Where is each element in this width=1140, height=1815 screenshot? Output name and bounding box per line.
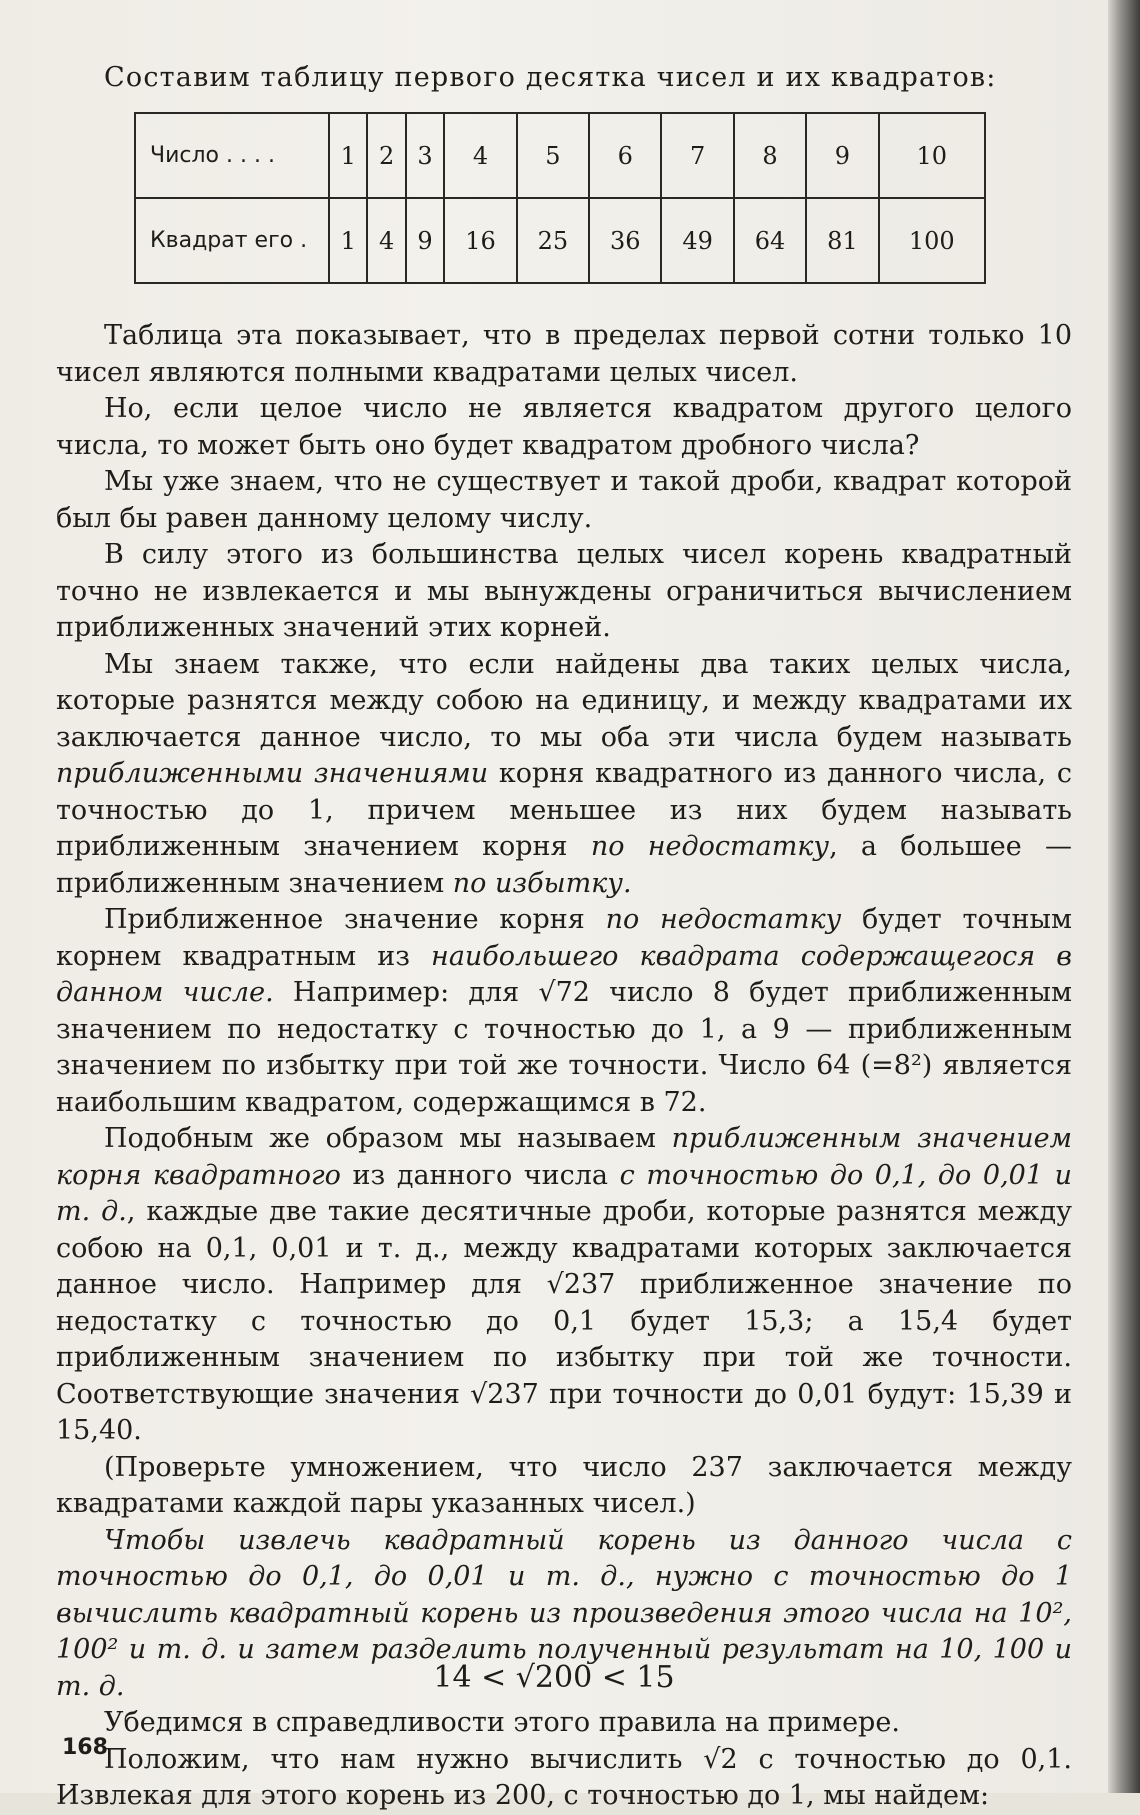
- table-cell: 1: [329, 113, 367, 198]
- page-number: 168: [62, 1735, 108, 1760]
- text-span: при точности до 0,01 будут: 15,39 и 15,40.: [56, 1378, 1072, 1446]
- table-cell: 6: [589, 113, 661, 198]
- text-span: , а большее — приближенным значением: [56, 831, 1072, 899]
- text-span: Подобным же образом мы называем: [104, 1123, 672, 1154]
- paragraph: Убедимся в справедливости этого правила на примере.: [104, 1707, 900, 1738]
- table-cell: 4: [444, 113, 516, 198]
- row-label-square: Квадрат его .: [135, 198, 329, 283]
- table-cell: 9: [806, 113, 878, 198]
- italic-term: наибольшего квадрата содержащегося в данном числе.: [56, 940, 1072, 1008]
- table-cell: 7: [661, 113, 733, 198]
- table-cell: 36: [589, 198, 661, 283]
- italic-term: по недостатку: [605, 904, 842, 935]
- paragraph: Но, если целое число не является квадратом другого целого числа, то может быть оно будет квадратом дробного числа?: [56, 393, 1072, 461]
- rule-paragraph: Чтобы извлечь квадратный корень из данного числа с точностью до 0,1, до 0,01 и т. д., нужно с точностью до 1 вычислить квадратный корень из произведения этого числа на 10², 100² и т. д. и затем разделить полученный результат на 10, 100 и т. д.: [56, 1524, 1072, 1702]
- table-intro: Составим таблицу первого десятка чисел и их квадратов:: [104, 62, 997, 93]
- paragraph: Мы уже знаем, что не существует и такой дроби, квадрат которой был бы равен данному целому числу.: [56, 466, 1072, 534]
- row-label-number: Число . . . .: [135, 113, 329, 198]
- body-text: [56, 318, 1072, 1815]
- table-cell: 9: [406, 198, 444, 283]
- text-span: Положим, что нам нужно вычислить: [104, 1743, 704, 1775]
- italic-term: по недостатку: [590, 831, 830, 862]
- paragraph: В силу этого из большинства целых чисел корень квадратный точно не извлекается и мы вынуждены ограничиться вычислением приближенных значений этих корней.: [56, 539, 1072, 643]
- italic-term: приближенным значением корня квадратного: [56, 1123, 1072, 1191]
- table-cell: 64: [734, 198, 806, 283]
- table-cell: 3: [406, 113, 444, 198]
- radical-expression: √237: [546, 1269, 616, 1300]
- table-cell: 4: [367, 198, 405, 283]
- squares-table: [134, 112, 986, 284]
- inequality-formula: 14 < √200 < 15: [433, 1660, 675, 1695]
- paragraph: [56, 1121, 1072, 1450]
- paragraph: [56, 647, 1072, 903]
- paragraph: (Проверьте умножением, что число 237 заключается между квадратами каждой пары указанных чисел.): [56, 1451, 1072, 1519]
- table-cell: 49: [661, 198, 733, 283]
- table-cell: 100: [879, 198, 985, 283]
- radical-expression: √72: [538, 977, 590, 1008]
- page-edge-shadow: [1108, 0, 1140, 1793]
- table-row-squares: [135, 198, 985, 283]
- table-cell: 8: [734, 113, 806, 198]
- table-row-numbers: [135, 113, 985, 198]
- text-span: с точностью до 0,1. Извлекая для этого корень из 200, с точностью до 1, мы найдем:: [56, 1743, 1072, 1811]
- text-span: Мы знаем также, что если найдены два таких целых числа, которые разнятся между собою на единицу, и между квадратами их заключается данное число, то мы оба эти числа будем называть: [56, 648, 1072, 753]
- text-span: , каждые две такие десятичные дроби, которые разнятся между собою на 0,1, 0,01 и т. д., между квадратами которых заключается данное число. Например для: [56, 1196, 1072, 1300]
- text-span: Например: для: [273, 977, 539, 1008]
- table-cell: 16: [444, 198, 516, 283]
- table-cell: 81: [806, 198, 878, 283]
- paragraph: [56, 902, 1072, 1121]
- text-span: будет точным корнем квадратным из: [56, 904, 1072, 972]
- table-cell: 25: [517, 198, 589, 283]
- text-span: корня квадратного из данного числа, с точностью до 1, причем меньшее из них будем называть приближенным значением корня: [56, 758, 1073, 862]
- paragraph: Таблица эта показывает, что в пределах первой сотни только 10 чисел являются полными квадратами целых чисел.: [56, 320, 1072, 388]
- italic-term: с точностью до 0,1, до 0,01 и т. д.: [56, 1159, 1072, 1227]
- radical-expression: √2: [703, 1743, 738, 1775]
- radical-expression: √237: [470, 1378, 539, 1410]
- text-span: Приближенное значение корня: [104, 904, 606, 935]
- table-cell: 10: [879, 113, 985, 198]
- text-span: из данного числа: [340, 1159, 620, 1191]
- paragraph: [56, 1742, 1072, 1815]
- italic-term: по избытку.: [452, 867, 632, 899]
- text-span: число 8 будет приближенным значением по недостатку с точностью до 1, а 9 — приближенным значением по избытку при той же точности. Число 64 (=8²) является наибольшим квадратом, содержащимся в 72.: [56, 977, 1073, 1118]
- table-cell: 5: [517, 113, 589, 198]
- table-cell: 2: [367, 113, 405, 198]
- text-span: приближенное значение по недостатку с точностью до 0,1 будет 15,3; а 15,4 будет приближенным значением по избытку при той же точности. Соответствующие значения: [56, 1269, 1072, 1410]
- table-cell: 1: [329, 198, 367, 283]
- italic-term: приближенными значениями: [56, 758, 489, 789]
